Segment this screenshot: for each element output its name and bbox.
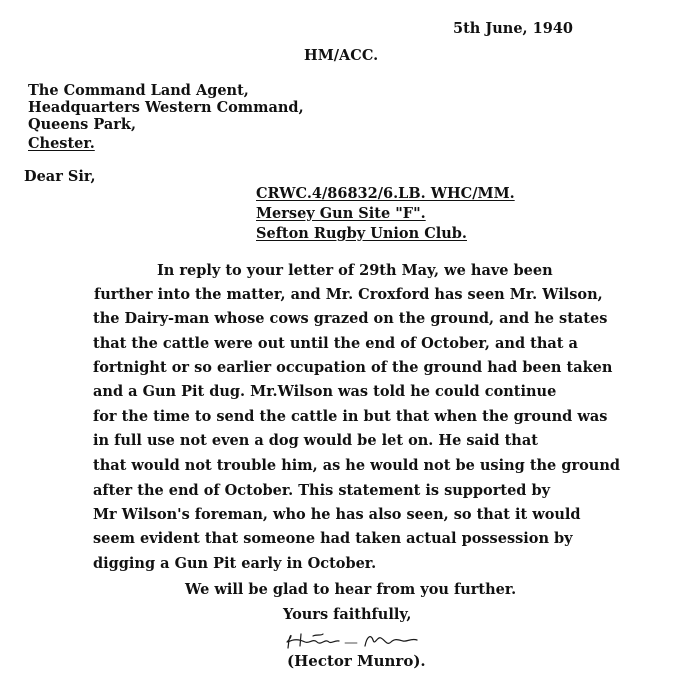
subject-line: CRWC.4/86832/6.LB. WHC/MM. — [256, 185, 515, 202]
handwritten-signature — [283, 628, 423, 652]
letter-date: 5th June, 1940 — [453, 20, 574, 37]
recipient-line: Headquarters Western Command, — [28, 99, 304, 116]
reference-code: HM/ACC. — [304, 47, 379, 64]
body-line: that would not trouble him, as he would not be using the ground — [93, 457, 621, 474]
recipient-line: Chester. — [28, 135, 95, 152]
body-line: and a Gun Pit dug. Mr.Wilson was told he could continue — [93, 383, 557, 400]
body-line: further into the matter, and Mr. Croxford has seen Mr. Wilson, — [94, 286, 603, 303]
body-line: fortnight or so earlier occupation of the ground had been taken — [93, 359, 613, 376]
recipient-line: Queens Park, — [28, 116, 137, 133]
salutation: Dear Sir, — [24, 168, 96, 185]
body-line: in full use not even a dog would be let on. He said that — [93, 432, 538, 449]
body-line: the Dairy-man whose cows grazed on the ground, and he states — [93, 310, 608, 327]
subject-line: Sefton Rugby Union Club. — [256, 225, 467, 242]
body-line: seem evident that someone had taken actual possession by — [93, 530, 573, 547]
body-line: that the cattle were out until the end of October, and that a — [93, 335, 578, 352]
valediction: Yours faithfully, — [283, 606, 412, 623]
closing-paragraph: We will be glad to hear from you further. — [185, 581, 517, 598]
body-line: for the time to send the cattle in but that when the ground was — [93, 408, 608, 425]
body-line: digging a Gun Pit early in October. — [93, 555, 377, 572]
body-line: after the end of October. This statement is supported by — [93, 482, 551, 499]
body-line: In reply to your letter of 29th May, we have been — [157, 262, 553, 279]
signatory-name: (Hector Munro). — [287, 652, 426, 670]
subject-line: Mersey Gun Site "F". — [256, 205, 426, 222]
body-line: Mr Wilson's foreman, who he has also seen, so that it would — [93, 506, 581, 523]
recipient-line: The Command Land Agent, — [28, 82, 249, 99]
